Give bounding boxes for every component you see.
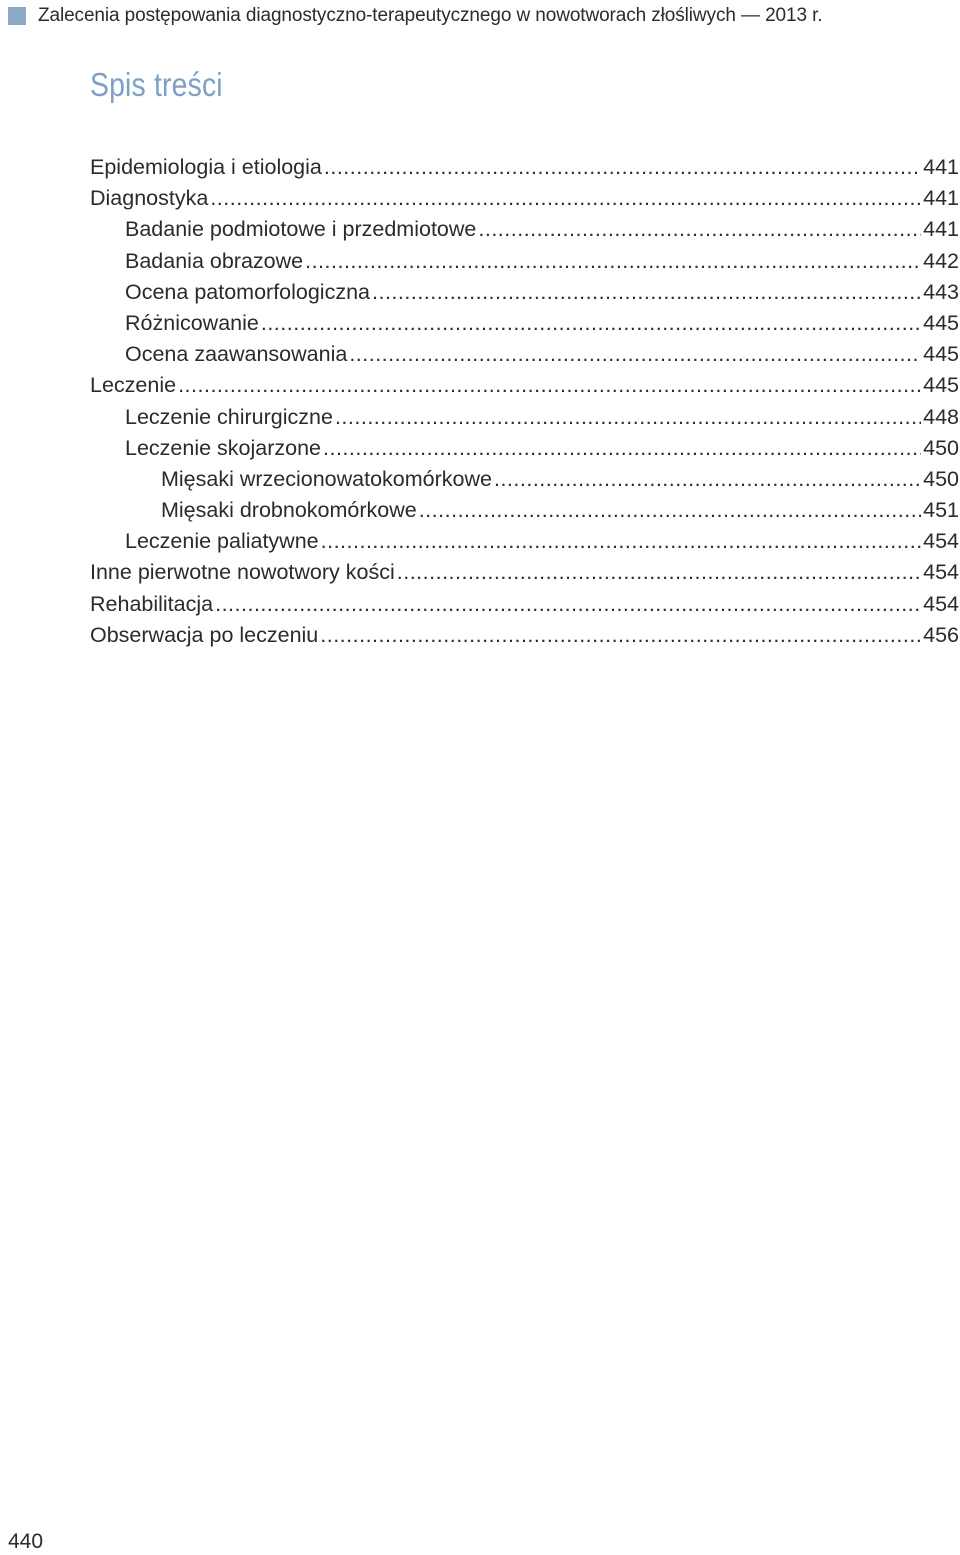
- toc-entry-label: Badania obrazowe: [125, 248, 304, 273]
- toc-entry-label: Leczenie paliatywne: [125, 529, 319, 554]
- toc-entry-label: Rehabilitacja: [90, 591, 214, 616]
- dot-leader: [478, 214, 921, 245]
- toc-entry-page: 450: [923, 466, 959, 491]
- running-header: [8, 4, 822, 28]
- toc-entry[interactable]: [90, 526, 959, 557]
- dot-leader: [305, 246, 921, 277]
- toc-entry-label: Badanie podmiotowe i przedmiotowe: [125, 217, 477, 242]
- dot-leader: [320, 620, 921, 651]
- toc-entry[interactable]: [90, 589, 959, 620]
- toc-entry[interactable]: [90, 277, 959, 308]
- toc-entry[interactable]: [90, 433, 959, 464]
- toc-entry-label: Diagnostyka: [90, 186, 209, 211]
- page-number: 440: [8, 1530, 44, 1553]
- dot-leader: [261, 308, 921, 339]
- toc-entry[interactable]: [90, 152, 959, 183]
- toc-entry-label: Epidemiologia i etiologia: [90, 155, 322, 179]
- toc-entry-page: 451: [923, 498, 959, 523]
- toc-entry-page: 441: [923, 217, 959, 242]
- toc-entry-page: 442: [923, 248, 959, 273]
- toc-entry-label: Leczenie chirurgiczne: [125, 404, 333, 429]
- toc-entry[interactable]: [90, 464, 959, 495]
- toc-entry[interactable]: [90, 370, 959, 401]
- toc-entry-label: Różnicowanie: [125, 310, 259, 335]
- toc-entry-label: Ocena zaawansowania: [125, 342, 348, 367]
- dot-leader: [397, 557, 921, 588]
- toc-entry-label: Leczenie: [90, 373, 177, 398]
- toc-entry[interactable]: [90, 308, 959, 339]
- dot-leader: [349, 339, 921, 370]
- toc-entry[interactable]: [90, 214, 959, 245]
- dot-leader: [321, 526, 921, 557]
- dot-leader: [215, 589, 921, 620]
- dot-leader: [323, 433, 921, 464]
- dot-leader: [494, 464, 921, 495]
- header-square-marker: [8, 7, 26, 25]
- toc-entry-page: 454: [923, 560, 959, 585]
- toc-entry[interactable]: [90, 557, 959, 588]
- toc-entry[interactable]: [90, 402, 959, 433]
- table-of-contents: [90, 152, 959, 651]
- toc-entry-label: Mięsaki drobnokomórkowe: [161, 498, 417, 523]
- toc-entry-label: Leczenie skojarzone: [125, 435, 322, 460]
- toc-title: Spis treści: [90, 66, 223, 103]
- dot-leader: [335, 402, 921, 433]
- toc-entry-page: 450: [923, 435, 959, 460]
- toc-entry-page: 445: [923, 342, 959, 367]
- toc-entry-page: 441: [923, 155, 959, 179]
- toc-entry[interactable]: [90, 183, 959, 214]
- toc-entry-page: 454: [923, 529, 959, 554]
- toc-entry-page: 448: [923, 404, 959, 429]
- dot-leader: [210, 183, 921, 214]
- toc-entry[interactable]: [90, 246, 959, 277]
- toc-entry[interactable]: [90, 339, 959, 370]
- toc-entry[interactable]: [90, 495, 959, 526]
- toc-entry-page: 454: [923, 591, 959, 616]
- toc-entry-label: Obserwacja po leczeniu: [90, 622, 319, 647]
- toc-entry-label: Ocena patomorfologiczna: [125, 279, 371, 304]
- toc-entry-page: 445: [923, 373, 959, 398]
- dot-leader: [372, 277, 921, 308]
- dot-leader: [419, 495, 921, 526]
- toc-entry-page: 456: [923, 622, 959, 647]
- dot-leader: [324, 152, 921, 183]
- toc-entry[interactable]: [90, 620, 959, 651]
- toc-entry-label: Inne pierwotne nowotwory kości: [90, 560, 395, 585]
- toc-entry-page: 443: [923, 279, 959, 304]
- running-title: Zalecenia postępowania diagnostyczno-terapeutycznego w nowotworach złośliwych — 2013 r.: [38, 5, 823, 26]
- dot-leader: [178, 370, 921, 401]
- toc-entry-label: Mięsaki wrzecionowatokomórkowe: [161, 466, 492, 491]
- toc-entry-page: 441: [923, 186, 959, 211]
- toc-entry-page: 445: [923, 310, 959, 335]
